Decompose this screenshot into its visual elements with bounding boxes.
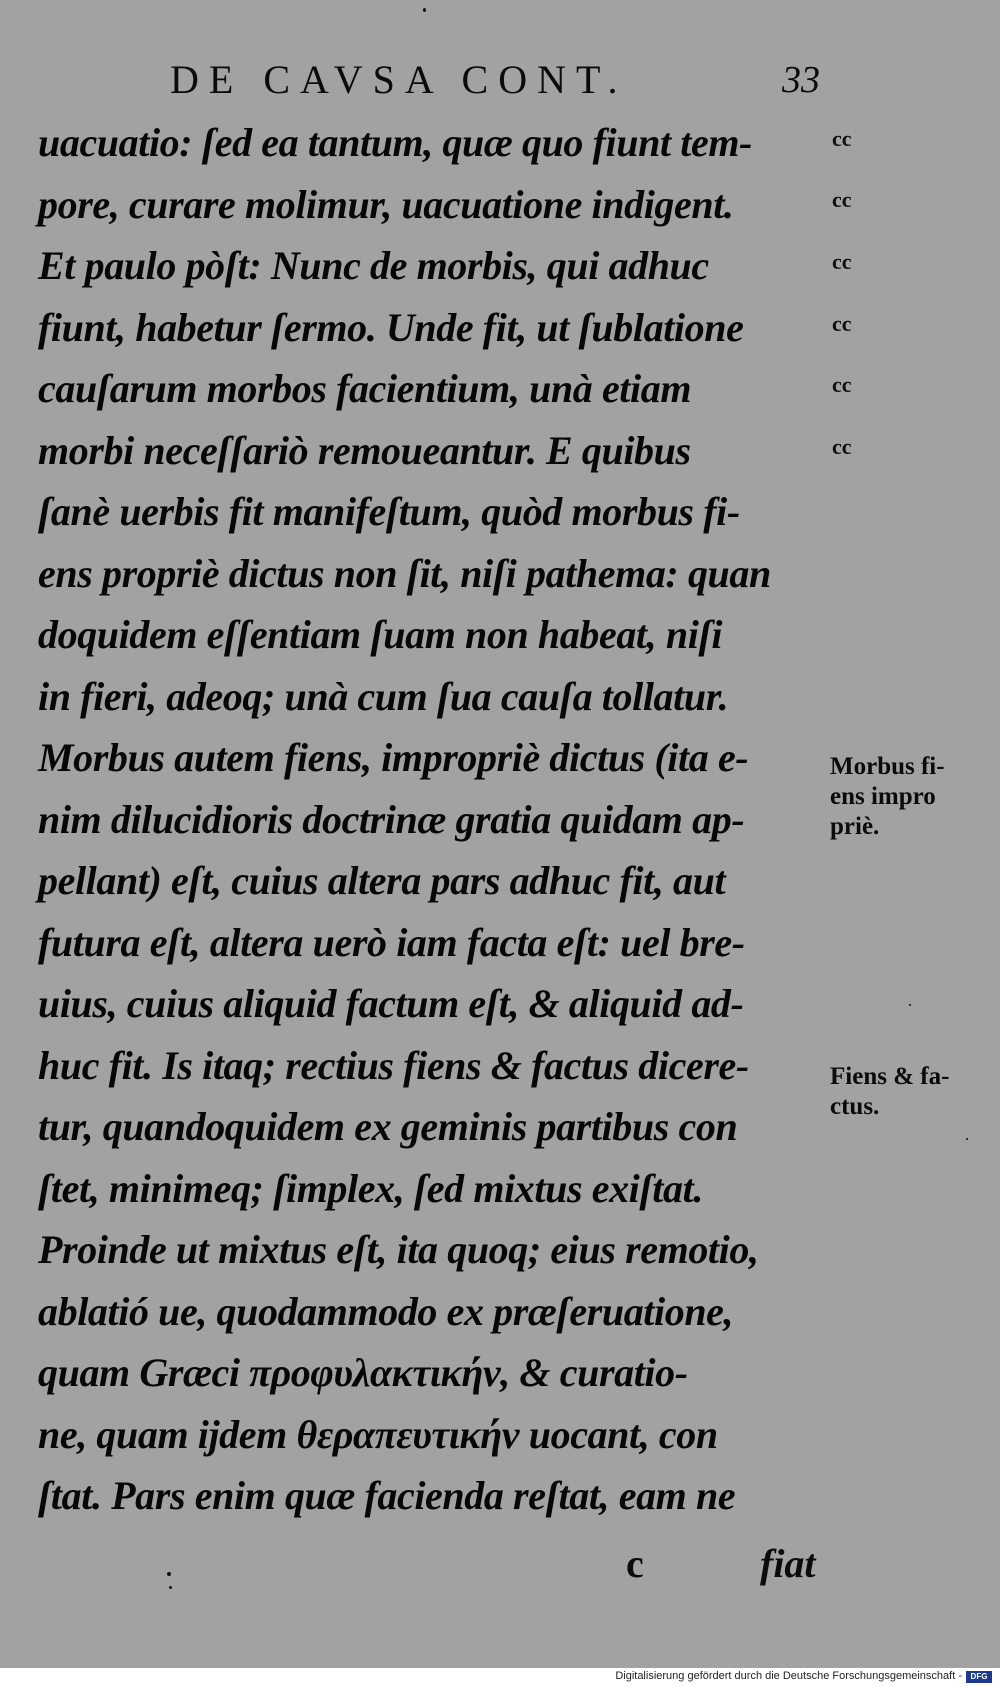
text-line: ne, quam ijdem θεραπευτικήν uocant, con [38, 1411, 718, 1457]
text-line: pore, curare molimur, uacuatione indigent. [38, 181, 734, 227]
quote-mark: cc [832, 126, 852, 151]
text-line: doquidem eſſentiam ſuam non habeat, niſi [38, 612, 723, 657]
page-number: 33 [782, 59, 820, 101]
catchword: fiat [760, 1541, 816, 1586]
text-line: Et paulo pòſt: Nunc de morbis, qui adhuc [38, 243, 709, 288]
text-line: in fieri, adeoq; unà cum ſua cauſa tollatur. [38, 673, 729, 719]
quote-mark: cc [832, 187, 852, 212]
text-line: ſtat. Pars enim quæ facienda reſtat, eam ne [38, 1473, 736, 1518]
signature-mark: c [626, 1541, 644, 1586]
text-line: futura eſt, altera uerò iam facta eſt: uel bre- [38, 919, 745, 965]
page-header [170, 56, 830, 106]
text-line: tur, quandoquidem ex geminis partibus con [38, 1104, 738, 1149]
quote-mark: cc [832, 249, 852, 274]
margin-note-line: Morbus fi- [830, 753, 945, 780]
margin-note-line: ens impro [830, 783, 936, 810]
quote-mark: cc [832, 434, 852, 459]
text-line: ablatió ue, quodammodo ex præſeruatione, [38, 1288, 734, 1334]
digitization-credit: Digitalisierung gefördert durch die Deutsche Forschungsgemeinschaft - [615, 1670, 962, 1682]
footer-bar [0, 1668, 1000, 1687]
text-line: quam Græci προφυλακτικήν, & curatio- [38, 1350, 688, 1395]
text-line: ſtet, minimeq; ſimplex, ſed mixtus exiſtat. [38, 1165, 703, 1211]
ink-speck [423, 8, 426, 12]
text-line: uacuatio: ſed ea tantum, quæ quo fiunt tem- [38, 120, 752, 165]
quote-mark: cc [832, 372, 852, 397]
text-line: nim dilucidioris doctrinæ gratia quidam ap- [38, 796, 745, 842]
text-line: Proinde ut mixtus eſt, ita quoq; eius remotio, [38, 1227, 759, 1272]
text-line: pellant) eſt, cuius altera pars adhuc fit, aut [38, 858, 726, 903]
text-line: huc fit. Is itaq; rectius fiens & factus dicere- [38, 1042, 749, 1088]
text-line: uius, cuius aliquid factum eſt, & aliquid ad- [38, 981, 744, 1026]
quote-mark: cc [832, 311, 852, 336]
ink-speck [169, 1586, 172, 1589]
ink-speck [167, 1572, 171, 1576]
ink-speck [966, 1138, 968, 1140]
text-line: fiunt, habetur ſermo. Unde fit, ut ſublatione [38, 304, 744, 350]
margin-note-line: priè. [830, 813, 880, 840]
body-text [38, 112, 818, 1527]
text-line: cauſarum morbos facientium, unà etiam [38, 366, 692, 411]
text-line: Morbus autem fiens, impropriè dictus (ita e- [38, 735, 749, 780]
text-line: morbi neceſſariò remoueantur. E quibus [38, 427, 691, 473]
text-line: ens propriè dictus non ſit, niſi pathema: quan [38, 550, 771, 596]
margin-note-line: Fiens & fa- [830, 1063, 950, 1090]
ink-speck [909, 1004, 911, 1006]
margin-note-fiens-factus [830, 1062, 1000, 1122]
running-head: DE CAVSA CONT. [170, 57, 628, 102]
dfg-logo: DFG [966, 1671, 992, 1683]
margin-note-morbus-fiens [830, 752, 1000, 842]
text-line: ſanè uerbis fit manifeſtum, quòd morbus fi- [38, 489, 740, 534]
margin-note-line: ctus. [830, 1093, 880, 1120]
